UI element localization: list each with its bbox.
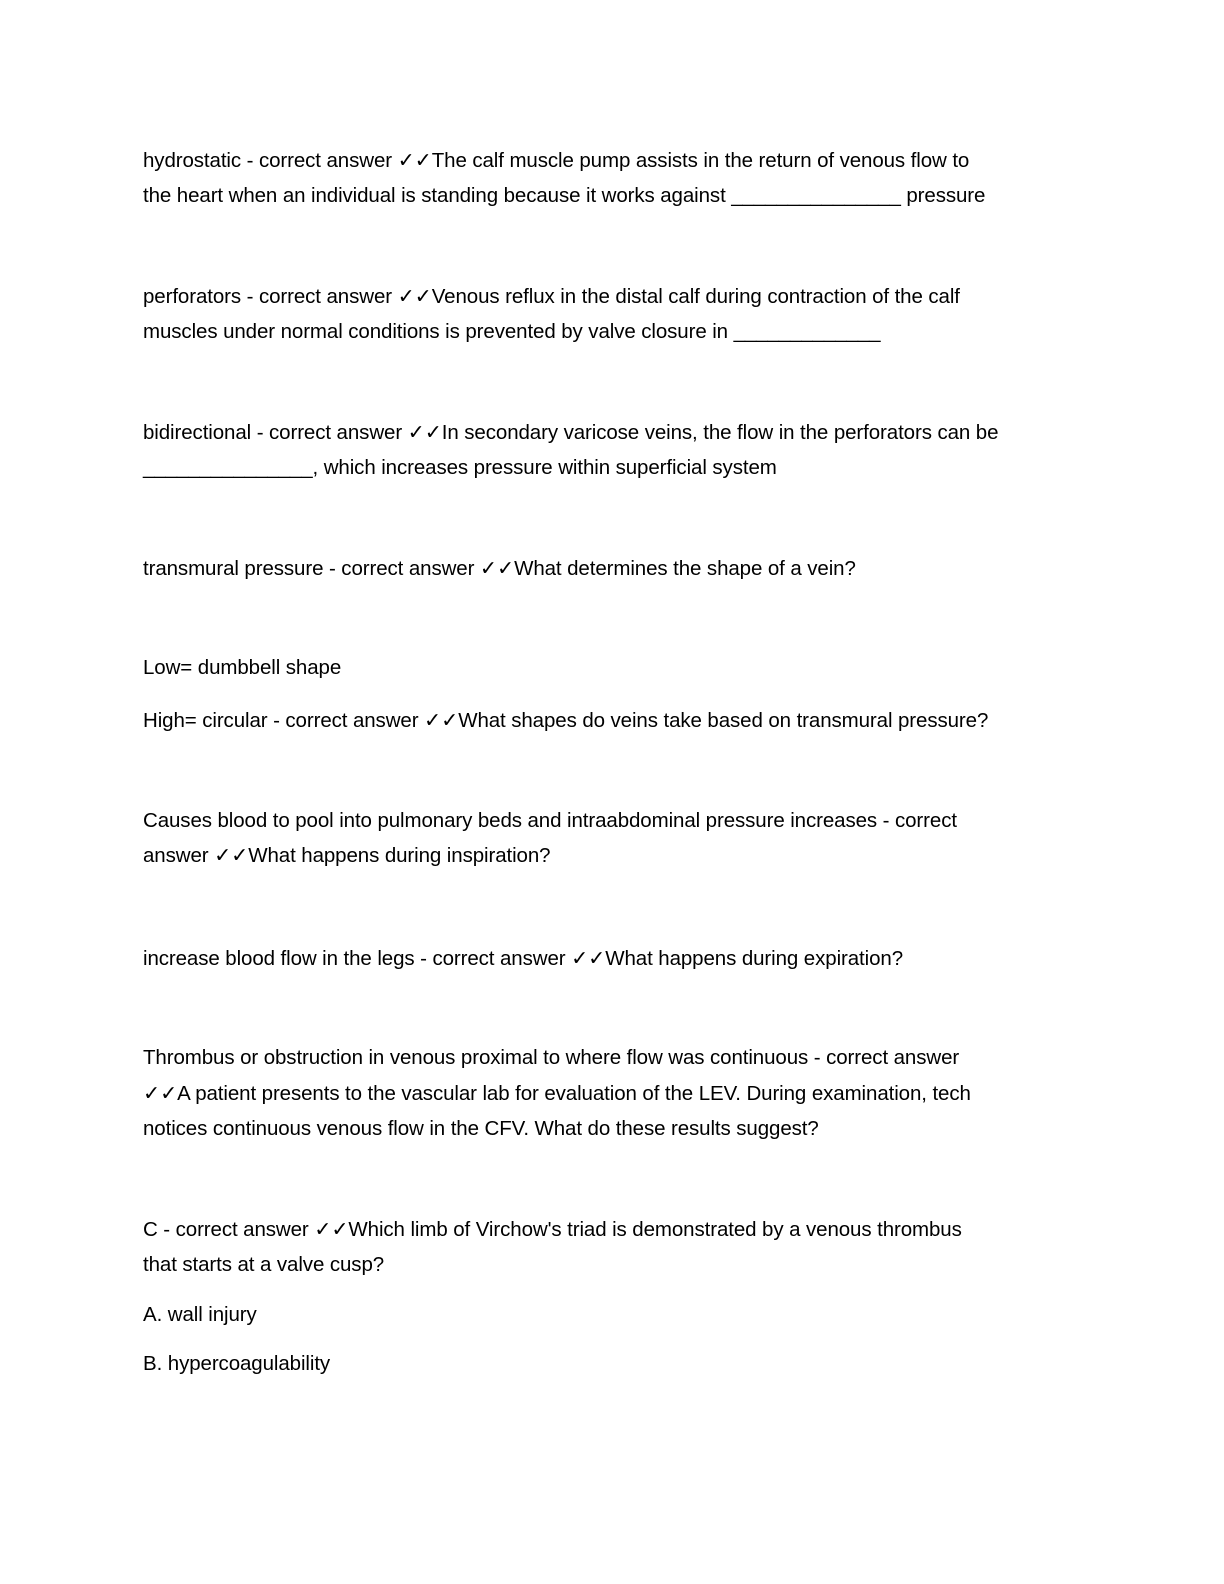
text-line: Causes blood to pool into pulmonary beds and intraabdominal pressure increases - correct (143, 809, 957, 832)
text-line: High= circular - correct answer ✓✓What shapes do veins take based on transmural pressure? (143, 709, 989, 732)
text-line: answer ✓✓What happens during inspiration? (143, 844, 551, 867)
text-line: A. wall injury (143, 1303, 257, 1326)
text-line: C - correct answer ✓✓Which limb of Virchow's triad is demonstrated by a venous thrombus (143, 1218, 962, 1241)
text-line: Low= dumbbell shape (143, 656, 342, 679)
text-line: muscles under normal conditions is prevented by valve closure in _____________ (143, 320, 881, 343)
text-line: increase blood flow in the legs - correct answer ✓✓What happens during expiration? (143, 947, 904, 970)
text-line: that starts at a valve cusp? (143, 1253, 385, 1276)
text-line: bidirectional - correct answer ✓✓In secondary varicose veins, the flow in the perforators can be (143, 421, 999, 444)
text-line: ✓✓A patient presents to the vascular lab for evaluation of the LEV. During examination, tech (143, 1082, 971, 1105)
text-line: _______________, which increases pressure within superficial system (143, 456, 777, 479)
text-line: notices continuous venous flow in the CFV. What do these results suggest? (143, 1117, 819, 1140)
text-line: the heart when an individual is standing because it works against _______________ pressure (143, 184, 986, 207)
text-line: hydrostatic - correct answer ✓✓The calf muscle pump assists in the return of venous flow to (143, 149, 970, 172)
text-line: Thrombus or obstruction in venous proximal to where flow was continuous - correct answer (143, 1046, 960, 1069)
text-line: B. hypercoagulability (143, 1352, 331, 1375)
text-line: transmural pressure - correct answer ✓✓What determines the shape of a vein? (143, 557, 856, 580)
text-line: perforators - correct answer ✓✓Venous reflux in the distal calf during contraction of the calf (143, 285, 960, 308)
